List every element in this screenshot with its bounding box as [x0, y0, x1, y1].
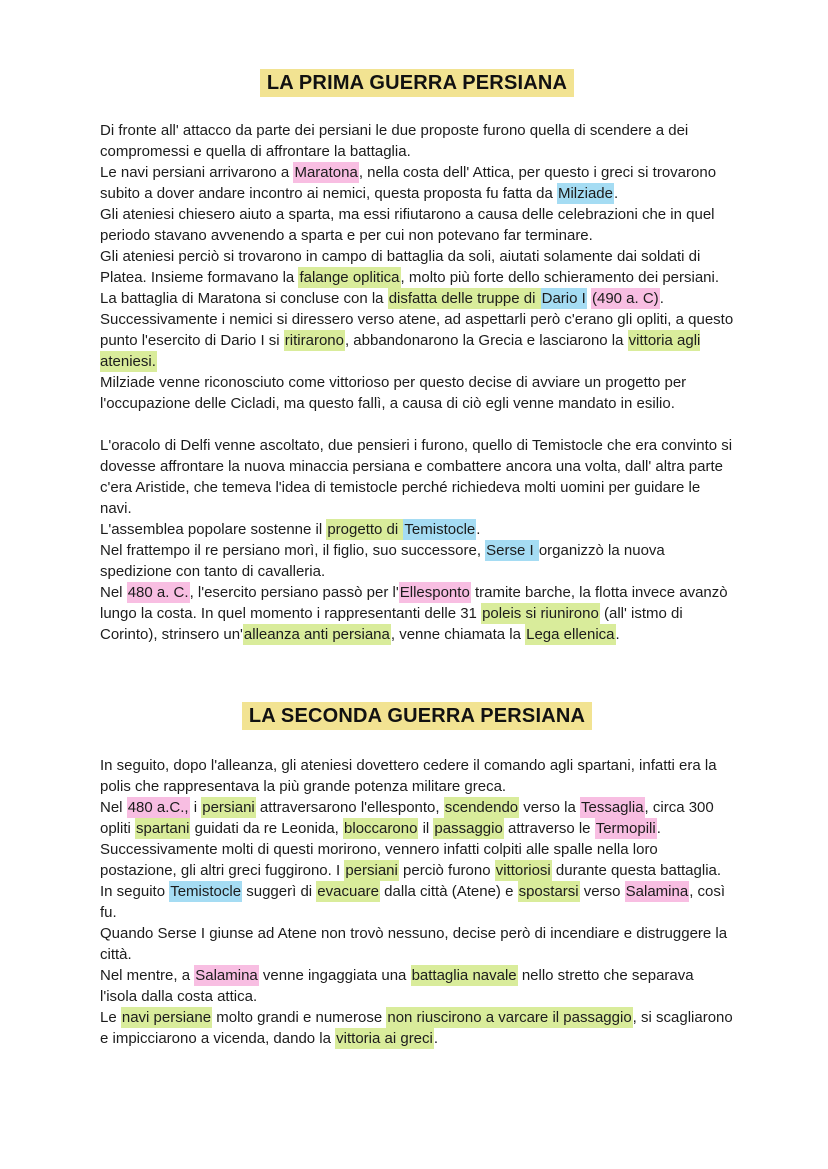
- text-run: L'oracolo di Delfi venne ascoltato, due pensieri i furono, quello di Temistocle che era convinto si dovesse affrontare la nuova minaccia persiana e combattere ancora una volta, dall' altra parte c'era Aristide, che temeva l'idea di temistocle perché richiedeva molti uomini per guidare le navi.: [100, 437, 733, 517]
- text-run: .: [433, 1030, 439, 1047]
- highlight-green: poleis si riunirono: [482, 605, 599, 622]
- text-run: molto grandi e numerose: [212, 1009, 387, 1026]
- paragraph: [100, 246, 734, 288]
- highlight-pink: (490 a. C): [591, 290, 659, 307]
- text-run: organizzò la nuova spedizione con tanto di cavalleria.: [100, 542, 665, 580]
- highlight-green: vittoria ai greci: [336, 1030, 433, 1047]
- section-body: [100, 120, 734, 645]
- text-run: tramite barche, la flotta invece avanzò lungo la costa. In quel momento i rappresentanti delle 31: [100, 584, 728, 622]
- highlight-pink: Ellesponto: [399, 584, 470, 601]
- text-run: attraversarono l'ellesponto,: [255, 799, 444, 816]
- highlight-green: Lega ellenica: [526, 626, 615, 643]
- paragraph: [100, 120, 734, 162]
- highlight-cyan: Milziade: [557, 185, 613, 202]
- text-run: Nel: [100, 799, 127, 816]
- text-run: Successivamente molti di questi morirono, vennero infatti colpiti alle spalle nella loro postazione, gli altri greci fuggirono. I: [100, 841, 658, 879]
- highlight-pink: Termopili: [595, 820, 656, 837]
- highlight-green: passaggio: [434, 820, 503, 837]
- text-run: .: [613, 185, 619, 202]
- paragraph: [100, 540, 734, 582]
- highlight-green: evacuare: [317, 883, 380, 900]
- paragraph: [100, 965, 734, 1007]
- text-run: , nella costa dell' Attica, per questo i greci si trovarono subito a dover andare incontro ai nemici, questa proposta fu fatta da: [100, 164, 717, 202]
- highlight-pink: Tessaglia: [581, 799, 644, 816]
- paragraph: [100, 923, 734, 965]
- text-run: verso la: [519, 799, 580, 816]
- blank-line: [100, 414, 734, 435]
- document-content: [100, 70, 734, 1049]
- text-run: verso: [579, 883, 625, 900]
- text-run: La battaglia di Maratona si concluse con la: [100, 290, 388, 307]
- text-run: L'assemblea popolare sostenne il: [100, 521, 327, 538]
- text-run: , si scagliarono e impicciarono a vicenda, dando la: [100, 1009, 733, 1047]
- text-run: , abbandonarono la Grecia e lasciarono la: [344, 332, 628, 349]
- paragraph: [100, 839, 734, 923]
- text-run: .: [615, 626, 620, 643]
- text-run: .: [476, 521, 481, 538]
- highlight-cyan: Temistocle: [404, 521, 476, 538]
- text-run: Le: [100, 1009, 121, 1026]
- highlight-green: non riuscirono a varcare il passaggio: [387, 1009, 632, 1026]
- text-run: Nel frattempo il re persiano morì, il figlio, suo successore,: [100, 542, 486, 559]
- text-run: il: [418, 820, 434, 837]
- text-run: In seguito, dopo l'alleanza, gli ateniesi dovettero cedere il comando agli spartani, infatti era la polis che rappresentava la più grande potenza militare greca.: [100, 757, 717, 795]
- text-run: perciò furono: [398, 862, 495, 879]
- paragraph: [100, 797, 734, 839]
- paragraph: [100, 372, 734, 414]
- paragraph: [100, 755, 734, 797]
- text-run: Gli ateniesi chiesero aiuto a sparta, ma essi rifiutarono a causa delle celebrazioni che in quel periodo stavano avvenendo a sparta e per cui non potevano far terminare.: [100, 206, 715, 244]
- highlight-green: spartani: [136, 820, 190, 837]
- text-run: Di fronte all' attacco da parte dei persiani le due proposte furono quella di scendere a dei compromessi e quella di affrontare la battaglia.: [100, 122, 689, 160]
- highlight-cyan: Temistocle: [170, 883, 242, 900]
- section-title-highlight: LA PRIMA GUERRA PERSIANA: [260, 69, 574, 97]
- text-run: , molto più forte dello schieramento dei persiani.: [400, 269, 720, 286]
- highlight-green: falange oplitica: [299, 269, 400, 286]
- highlight-green: scendendo: [444, 799, 519, 816]
- paragraph: [100, 1007, 734, 1049]
- highlight-green: disfatta delle truppe di: [388, 290, 540, 307]
- text-run: suggerì di: [242, 883, 317, 900]
- highlight-green: vittoria agli ateniesi.: [100, 332, 701, 370]
- paragraph: [100, 288, 734, 372]
- text-run: Le navi persiani arrivarono a: [100, 164, 294, 181]
- text-run: nello stretto che separava l'isola dalla costa attica.: [100, 967, 694, 1005]
- highlight-pink: Maratona: [294, 164, 358, 181]
- highlight-green: navi persiane: [121, 1009, 212, 1026]
- text-run: attraverso le: [503, 820, 595, 837]
- text-run: durante questa battaglia. In seguito: [100, 862, 722, 900]
- section-title-highlight: LA SECONDA GUERRA PERSIANA: [242, 702, 592, 730]
- paragraph: [100, 204, 734, 246]
- highlight-green: persiani: [202, 799, 255, 816]
- highlight-cyan: Dario I: [541, 290, 586, 307]
- text-run: .: [656, 820, 661, 837]
- text-run: i: [189, 799, 202, 816]
- section-title: [100, 70, 734, 96]
- paragraph: [100, 582, 734, 645]
- paragraph: [100, 435, 734, 519]
- text-run: , così fu.: [100, 883, 726, 921]
- text-run: venne ingaggiata una: [258, 967, 411, 984]
- highlight-green: progetto di: [327, 521, 403, 538]
- text-run: Milziade venne riconosciuto come vittorioso per questo decise di avviare un progetto per l'occupazione delle Cicladi, ma questo fallì, a causa di ciò egli venne mandato in esilio.: [100, 374, 687, 412]
- highlight-green: persiani: [345, 862, 398, 879]
- highlight-green: spostarsi: [518, 883, 579, 900]
- text-run: dalla città (Atene) e: [380, 883, 518, 900]
- text-run: Gli ateniesi perciò si trovarono in campo di battaglia da soli, aiutati solamente dai soldati di Platea. Insieme formavano la: [100, 248, 701, 286]
- section-prima-guerra-persiana: [100, 70, 734, 645]
- highlight-cyan: Serse I: [486, 542, 538, 559]
- highlight-pink: 480 a. C.: [127, 584, 189, 601]
- paragraph: [100, 519, 734, 540]
- highlight-green: bloccarono: [344, 820, 418, 837]
- text-run: (all' istmo di Corinto), strinsero un': [100, 605, 683, 643]
- text-run: Quando Serse I giunse ad Atene non trovò nessuno, decise però di incendiare e distruggere la città.: [100, 925, 728, 963]
- text-run: Nel: [100, 584, 127, 601]
- highlight-green: alleanza anti persiana: [243, 626, 390, 643]
- section-seconda-guerra-persiana: [100, 703, 734, 1049]
- text-run: . Successivamente i nemici si diressero verso atene, ad aspettarli però c'erano gli opliti, a questo punto l'esercito di Dario I si: [100, 290, 734, 349]
- highlight-green: ritirarono: [284, 332, 344, 349]
- paragraph: [100, 162, 734, 204]
- highlight-green: battaglia navale: [411, 967, 517, 984]
- text-run: , circa 300 opliti: [100, 799, 714, 837]
- text-run: Nel mentre, a: [100, 967, 195, 984]
- highlight-green: vittoriosi: [495, 862, 551, 879]
- highlight-pink: Salamina: [195, 967, 258, 984]
- section-title: [100, 703, 734, 729]
- text-run: , venne chiamata la: [390, 626, 526, 643]
- text-run: , l'esercito persiano passò per l': [189, 584, 399, 601]
- text-run: guidati da re Leonida,: [190, 820, 344, 837]
- highlight-pink: 480 a.C.,: [127, 799, 189, 816]
- highlight-pink: Salamina: [625, 883, 689, 900]
- section-body: [100, 755, 734, 1049]
